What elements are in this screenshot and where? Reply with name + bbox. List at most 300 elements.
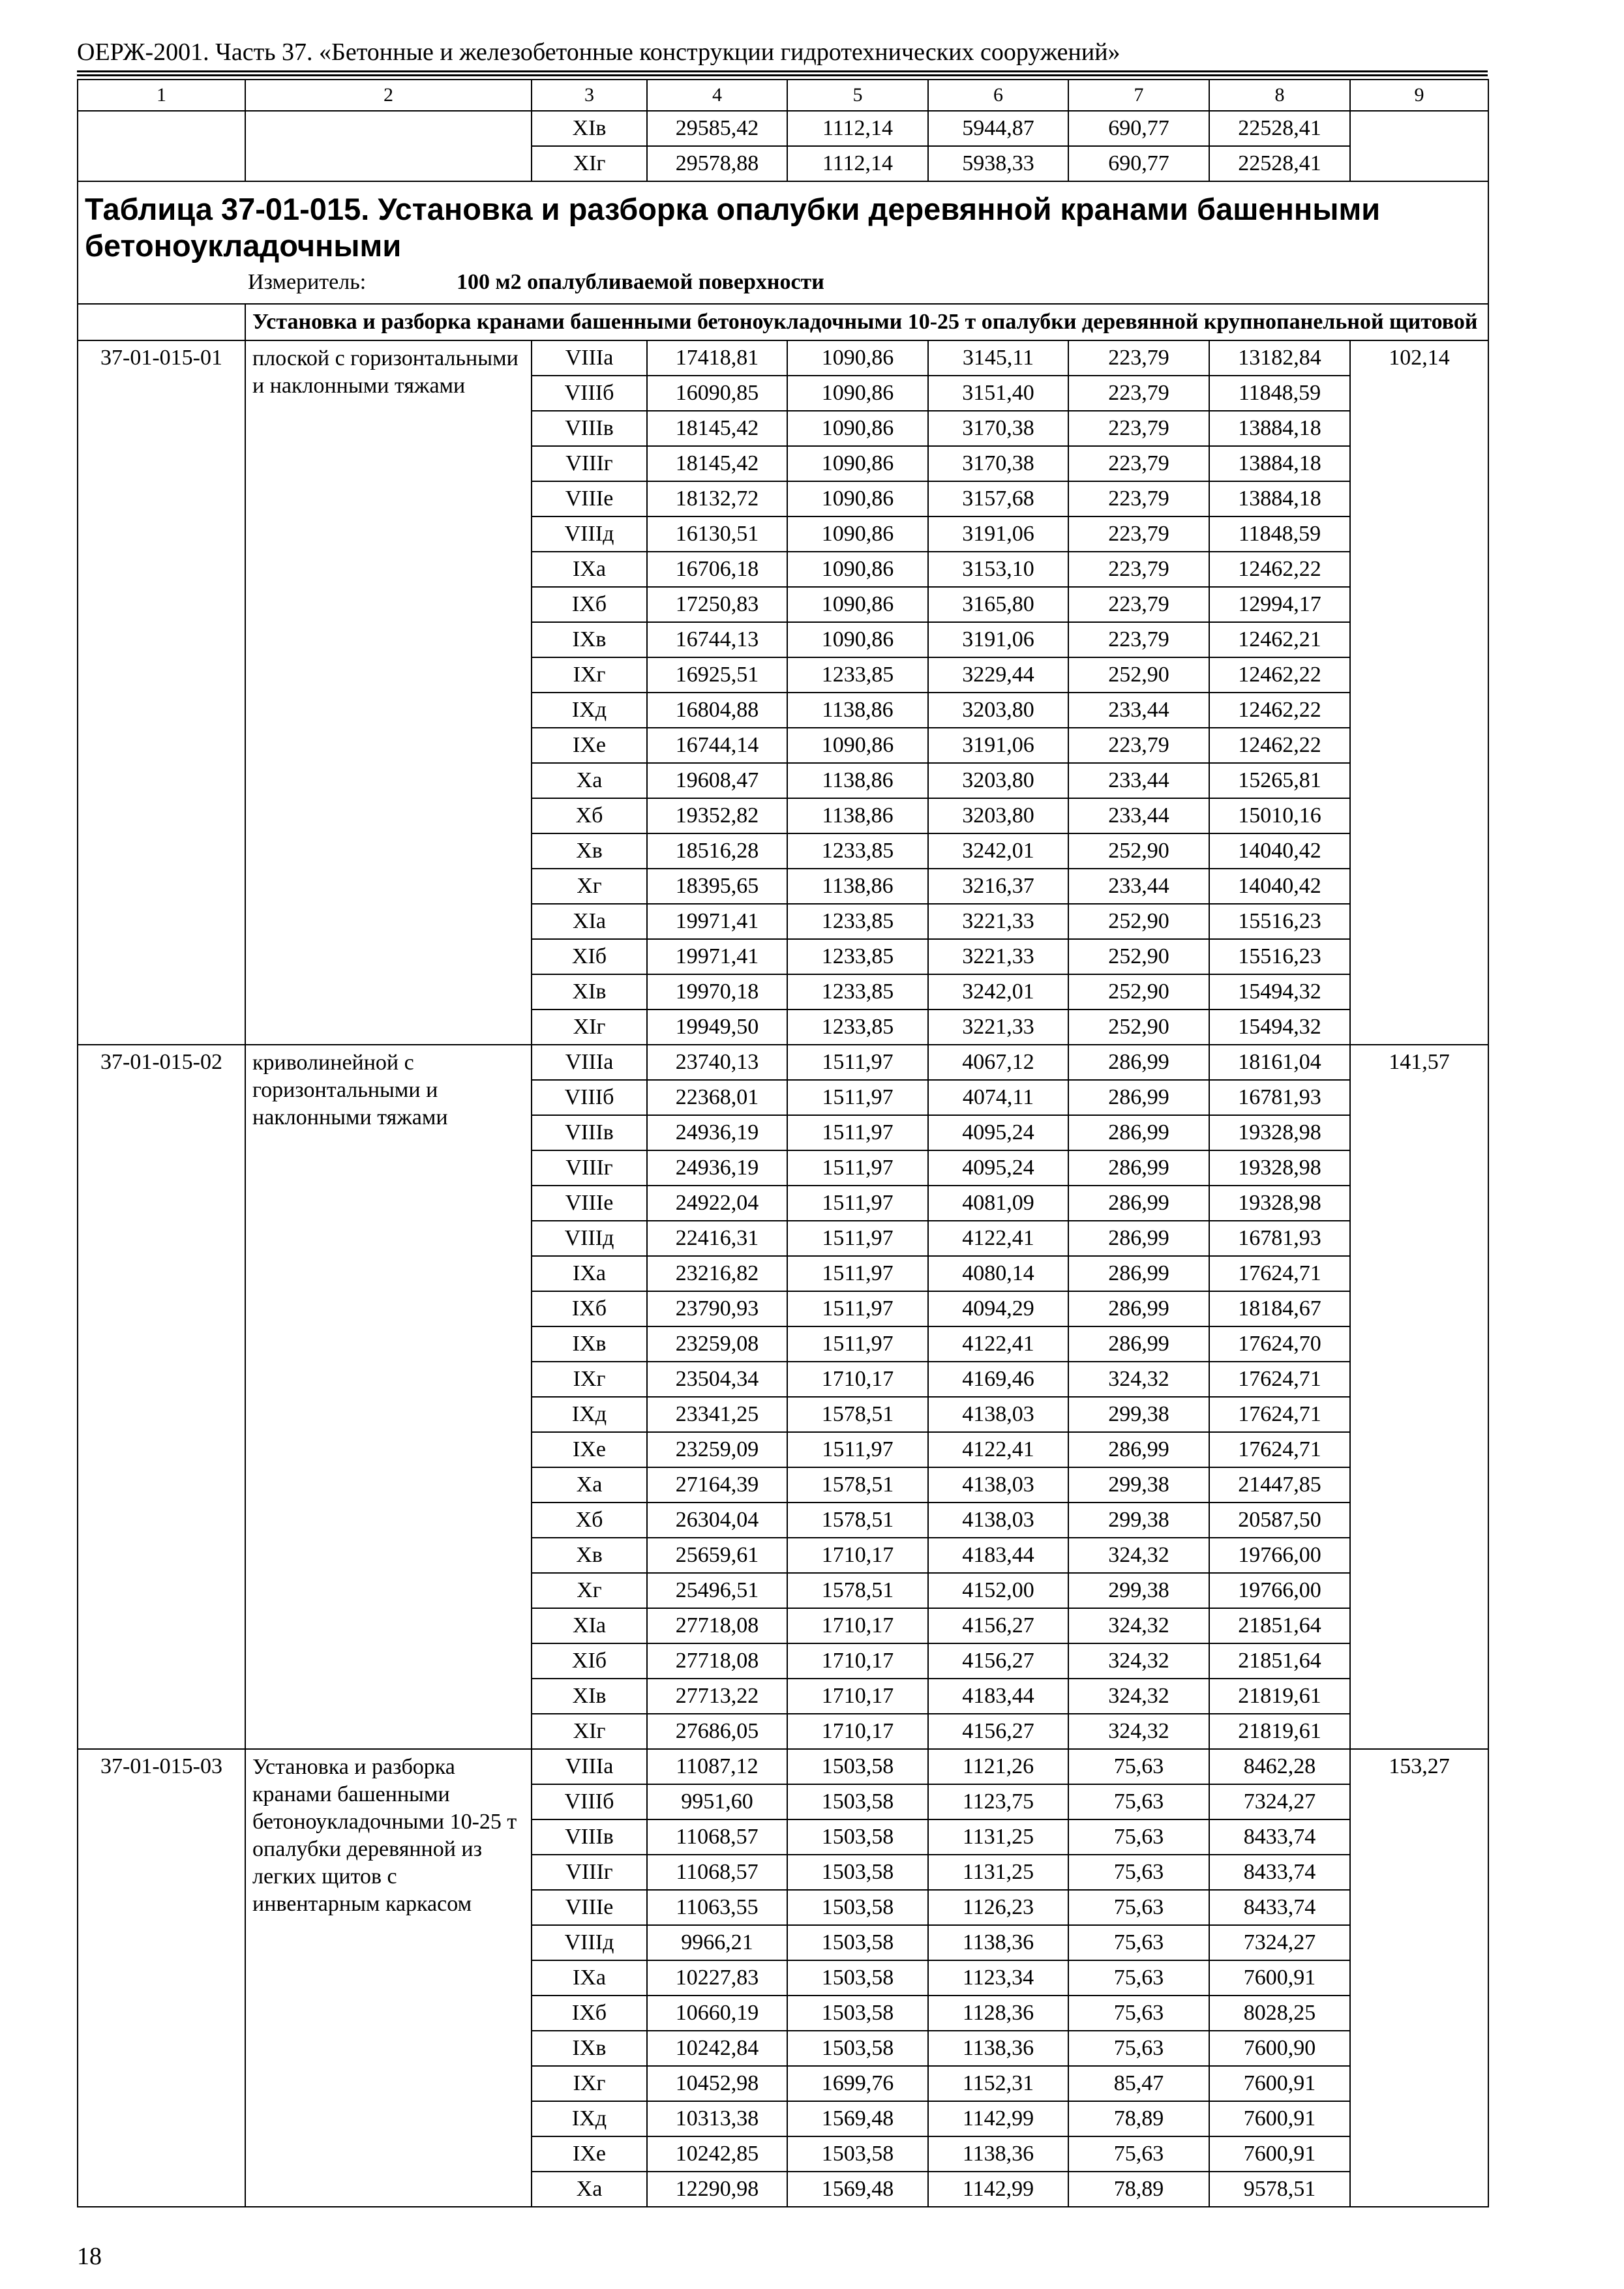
machinist-wages: 75,63 xyxy=(1068,1855,1209,1890)
machinist-wages: 75,63 xyxy=(1068,1784,1209,1819)
machine-costs: 3153,10 xyxy=(928,552,1068,587)
material-costs: 7324,27 xyxy=(1209,1925,1350,1960)
direct-costs: 16706,18 xyxy=(647,552,787,587)
direct-costs: 19970,18 xyxy=(647,974,787,1010)
row-number: IXг xyxy=(532,657,647,693)
direct-costs: 18145,42 xyxy=(647,411,787,446)
machinist-wages: 690,77 xyxy=(1068,146,1209,181)
material-costs: 7600,91 xyxy=(1209,2136,1350,2172)
machine-costs: 1121,26 xyxy=(928,1749,1068,1784)
direct-costs: 16130,51 xyxy=(647,516,787,552)
row-number: IXв xyxy=(532,2031,647,2066)
row-number: IXд xyxy=(532,693,647,728)
row-number: VIIIд xyxy=(532,1221,647,1256)
material-costs: 15494,32 xyxy=(1209,1010,1350,1045)
machinist-wages: 286,99 xyxy=(1068,1291,1209,1326)
machinist-wages: 233,44 xyxy=(1068,869,1209,904)
column-number: 6 xyxy=(928,80,1068,111)
row-number: Xa xyxy=(532,2172,647,2207)
machinist-wages: 286,99 xyxy=(1068,1080,1209,1115)
worker-wages: 1138,86 xyxy=(787,693,928,728)
table-title-row xyxy=(78,181,1488,304)
row-number: IXe xyxy=(532,728,647,763)
row-number: XIб xyxy=(532,939,647,974)
header-rule-second xyxy=(77,74,1488,76)
material-costs: 7324,27 xyxy=(1209,1784,1350,1819)
machinist-wages: 286,99 xyxy=(1068,1432,1209,1467)
machine-costs: 4067,12 xyxy=(928,1045,1068,1080)
worker-wages: 1233,85 xyxy=(787,657,928,693)
machinist-wages: 75,63 xyxy=(1068,1890,1209,1925)
row-number: XIг xyxy=(532,1010,647,1045)
direct-costs: 25496,51 xyxy=(647,1573,787,1608)
worker-wages: 1578,51 xyxy=(787,1503,928,1538)
machine-costs: 4183,44 xyxy=(928,1679,1068,1714)
material-costs: 12462,22 xyxy=(1209,693,1350,728)
machine-costs: 4156,27 xyxy=(928,1643,1068,1679)
row-number: VIIIв xyxy=(532,1819,647,1855)
machinist-wages: 75,63 xyxy=(1068,1819,1209,1855)
row-number: Xв xyxy=(532,833,647,869)
machinist-wages: 223,79 xyxy=(1068,552,1209,587)
row-number: XIa xyxy=(532,904,647,939)
carryover-labor-cell xyxy=(1350,111,1488,181)
machine-costs: 4152,00 xyxy=(928,1573,1068,1608)
machine-costs: 4080,14 xyxy=(928,1256,1068,1291)
row-number: VIIIг xyxy=(532,446,647,481)
machine-costs: 3229,44 xyxy=(928,657,1068,693)
machinist-wages: 85,47 xyxy=(1068,2066,1209,2101)
material-costs: 15010,16 xyxy=(1209,798,1350,833)
direct-costs: 9966,21 xyxy=(647,1925,787,1960)
machinist-wages: 286,99 xyxy=(1068,1221,1209,1256)
direct-costs: 18516,28 xyxy=(647,833,787,869)
worker-wages: 1112,14 xyxy=(787,146,928,181)
worker-wages: 1511,97 xyxy=(787,1432,928,1467)
machine-costs: 1142,99 xyxy=(928,2101,1068,2136)
machine-costs: 3151,40 xyxy=(928,376,1068,411)
material-costs: 12462,22 xyxy=(1209,728,1350,763)
worker-wages: 1503,58 xyxy=(787,1996,928,2031)
row-number: VIIIб xyxy=(532,376,647,411)
table-title: Таблица 37-01-015. Установка и разборка опалубки деревянной кранами башенными бетоноукладочными xyxy=(85,192,1381,263)
row-number: XIг xyxy=(532,146,647,181)
material-costs: 7600,91 xyxy=(1209,2101,1350,2136)
row-number: VIIIд xyxy=(532,1925,647,1960)
direct-costs: 16090,85 xyxy=(647,376,787,411)
material-costs: 15516,23 xyxy=(1209,904,1350,939)
machine-costs: 5938,33 xyxy=(928,146,1068,181)
machine-costs: 1123,34 xyxy=(928,1960,1068,1996)
worker-wages: 1503,58 xyxy=(787,1925,928,1960)
machine-costs: 3203,80 xyxy=(928,763,1068,798)
carryover-desc-cell xyxy=(245,111,532,181)
row-number: IXв xyxy=(532,1326,647,1362)
row-number: XIв xyxy=(532,1679,647,1714)
material-costs: 13884,18 xyxy=(1209,446,1350,481)
direct-costs: 17250,83 xyxy=(647,587,787,622)
machine-costs: 4183,44 xyxy=(928,1538,1068,1573)
machine-costs: 3221,33 xyxy=(928,939,1068,974)
machinist-wages: 286,99 xyxy=(1068,1186,1209,1221)
material-costs: 20587,50 xyxy=(1209,1503,1350,1538)
machinist-wages: 75,63 xyxy=(1068,1749,1209,1784)
material-costs: 17624,70 xyxy=(1209,1326,1350,1362)
document-header: ОЕРЖ-2001. Часть 37. «Бетонные и железобетонные конструкции гидротехнических сооружений» xyxy=(77,38,1120,66)
rate-code: 37-01-015-02 xyxy=(78,1045,245,1749)
row-number: VIIIб xyxy=(532,1080,647,1115)
machinist-wages: 223,79 xyxy=(1068,481,1209,516)
material-costs: 11848,59 xyxy=(1209,376,1350,411)
machinist-wages: 75,63 xyxy=(1068,2031,1209,2066)
material-costs: 12462,22 xyxy=(1209,657,1350,693)
material-costs: 21819,61 xyxy=(1209,1679,1350,1714)
worker-wages: 1112,14 xyxy=(787,111,928,146)
machinist-wages: 78,89 xyxy=(1068,2172,1209,2207)
direct-costs: 23259,08 xyxy=(647,1326,787,1362)
machine-costs: 3157,68 xyxy=(928,481,1068,516)
machine-costs: 3242,01 xyxy=(928,974,1068,1010)
row-number: Xa xyxy=(532,763,647,798)
machine-costs: 4081,09 xyxy=(928,1186,1068,1221)
section-heading-row xyxy=(78,304,1488,340)
row-number: VIIIa xyxy=(532,1045,647,1080)
material-costs: 22528,41 xyxy=(1209,146,1350,181)
machine-costs: 4138,03 xyxy=(928,1503,1068,1538)
row-number: XIв xyxy=(532,974,647,1010)
material-costs: 13182,84 xyxy=(1209,340,1350,376)
worker-wages: 1569,48 xyxy=(787,2172,928,2207)
material-costs: 16781,93 xyxy=(1209,1221,1350,1256)
worker-wages: 1503,58 xyxy=(787,1960,928,1996)
machine-costs: 1138,36 xyxy=(928,2031,1068,2066)
machinist-wages: 252,90 xyxy=(1068,904,1209,939)
labor-cost: 141,57 xyxy=(1350,1045,1488,1749)
machine-costs: 1126,23 xyxy=(928,1890,1068,1925)
row-number: IXa xyxy=(532,1256,647,1291)
worker-wages: 1503,58 xyxy=(787,1855,928,1890)
rate-code: 37-01-015-03 xyxy=(78,1749,245,2207)
machine-costs: 1152,31 xyxy=(928,2066,1068,2101)
carryover-row xyxy=(78,111,1488,146)
measure-label: Измеритель: xyxy=(248,270,367,294)
worker-wages: 1699,76 xyxy=(787,2066,928,2101)
machinist-wages: 299,38 xyxy=(1068,1503,1209,1538)
row-number: XIa xyxy=(532,1608,647,1643)
material-costs: 22528,41 xyxy=(1209,111,1350,146)
machinist-wages: 299,38 xyxy=(1068,1397,1209,1432)
price-table xyxy=(77,79,1489,2207)
row-number: IXa xyxy=(532,552,647,587)
direct-costs: 24936,19 xyxy=(647,1115,787,1150)
worker-wages: 1503,58 xyxy=(787,1749,928,1784)
worker-wages: 1090,86 xyxy=(787,516,928,552)
row-number: VIIIб xyxy=(532,1784,647,1819)
direct-costs: 10242,84 xyxy=(647,2031,787,2066)
worker-wages: 1511,97 xyxy=(787,1326,928,1362)
material-costs: 12462,21 xyxy=(1209,622,1350,657)
material-costs: 13884,18 xyxy=(1209,481,1350,516)
column-number: 7 xyxy=(1068,80,1209,111)
direct-costs: 16744,13 xyxy=(647,622,787,657)
direct-costs: 23740,13 xyxy=(647,1045,787,1080)
rate-description: плоской с горизонтальными и наклонными тяжами xyxy=(245,340,532,1045)
direct-costs: 27718,08 xyxy=(647,1608,787,1643)
row-number: VIIIe xyxy=(532,481,647,516)
machinist-wages: 78,89 xyxy=(1068,2101,1209,2136)
material-costs: 19328,98 xyxy=(1209,1150,1350,1186)
machinist-wages: 75,63 xyxy=(1068,1960,1209,1996)
price-table-body xyxy=(78,80,1488,2207)
row-number: VIIIa xyxy=(532,1749,647,1784)
direct-costs: 16744,14 xyxy=(647,728,787,763)
worker-wages: 1233,85 xyxy=(787,974,928,1010)
machinist-wages: 286,99 xyxy=(1068,1115,1209,1150)
worker-wages: 1138,86 xyxy=(787,798,928,833)
material-costs: 15494,32 xyxy=(1209,974,1350,1010)
machinist-wages: 324,32 xyxy=(1068,1679,1209,1714)
direct-costs: 23259,09 xyxy=(647,1432,787,1467)
labor-cost: 102,14 xyxy=(1350,340,1488,1045)
row-number: VIIIe xyxy=(532,1186,647,1221)
material-costs: 12994,17 xyxy=(1209,587,1350,622)
machine-costs: 4138,03 xyxy=(928,1467,1068,1503)
rate-code: 37-01-015-01 xyxy=(78,340,245,1045)
row-number: IXд xyxy=(532,1397,647,1432)
machine-costs: 1138,36 xyxy=(928,1925,1068,1960)
machine-costs: 4094,29 xyxy=(928,1291,1068,1326)
machinist-wages: 223,79 xyxy=(1068,411,1209,446)
machine-costs: 3170,38 xyxy=(928,446,1068,481)
material-costs: 19766,00 xyxy=(1209,1538,1350,1573)
row-number: XIг xyxy=(532,1714,647,1749)
material-costs: 18184,67 xyxy=(1209,1291,1350,1326)
row-number: IXг xyxy=(532,1362,647,1397)
direct-costs: 16925,51 xyxy=(647,657,787,693)
worker-wages: 1090,86 xyxy=(787,411,928,446)
machinist-wages: 324,32 xyxy=(1068,1538,1209,1573)
row-number: VIIIe xyxy=(532,1890,647,1925)
machine-costs: 1142,99 xyxy=(928,2172,1068,2207)
worker-wages: 1511,97 xyxy=(787,1080,928,1115)
direct-costs: 23341,25 xyxy=(647,1397,787,1432)
row-number: Xг xyxy=(532,1573,647,1608)
worker-wages: 1503,58 xyxy=(787,2031,928,2066)
machine-costs: 3191,06 xyxy=(928,622,1068,657)
worker-wages: 1090,86 xyxy=(787,446,928,481)
row-number: IXб xyxy=(532,1291,647,1326)
material-costs: 8462,28 xyxy=(1209,1749,1350,1784)
page-number: 18 xyxy=(77,2243,102,2270)
column-number-row xyxy=(78,80,1488,111)
machinist-wages: 223,79 xyxy=(1068,340,1209,376)
direct-costs: 11063,55 xyxy=(647,1890,787,1925)
direct-costs: 24922,04 xyxy=(647,1186,787,1221)
worker-wages: 1569,48 xyxy=(787,2101,928,2136)
row-number: VIIIa xyxy=(532,340,647,376)
direct-costs: 27718,08 xyxy=(647,1643,787,1679)
worker-wages: 1503,58 xyxy=(787,1784,928,1819)
worker-wages: 1511,97 xyxy=(787,1221,928,1256)
column-number: 3 xyxy=(532,80,647,111)
row-number: Xб xyxy=(532,798,647,833)
machinist-wages: 286,99 xyxy=(1068,1326,1209,1362)
direct-costs: 19608,47 xyxy=(647,763,787,798)
row-number: VIIIг xyxy=(532,1855,647,1890)
row-number: Xб xyxy=(532,1503,647,1538)
machinist-wages: 223,79 xyxy=(1068,728,1209,763)
worker-wages: 1710,17 xyxy=(787,1362,928,1397)
direct-costs: 27164,39 xyxy=(647,1467,787,1503)
machinist-wages: 299,38 xyxy=(1068,1573,1209,1608)
row-number: IXб xyxy=(532,1996,647,2031)
machine-costs: 1128,36 xyxy=(928,1996,1068,2031)
header-rule xyxy=(77,70,1488,72)
column-number: 9 xyxy=(1350,80,1488,111)
worker-wages: 1710,17 xyxy=(787,1538,928,1573)
row-number: IXг xyxy=(532,2066,647,2101)
machinist-wages: 223,79 xyxy=(1068,587,1209,622)
worker-wages: 1503,58 xyxy=(787,1890,928,1925)
worker-wages: 1710,17 xyxy=(787,1608,928,1643)
direct-costs: 26304,04 xyxy=(647,1503,787,1538)
direct-costs: 11068,57 xyxy=(647,1819,787,1855)
worker-wages: 1511,97 xyxy=(787,1115,928,1150)
worker-wages: 1138,86 xyxy=(787,869,928,904)
table-title-cell xyxy=(78,181,1488,304)
material-costs: 15516,23 xyxy=(1209,939,1350,974)
direct-costs: 23504,34 xyxy=(647,1362,787,1397)
measure-row xyxy=(85,269,1481,295)
machine-costs: 3221,33 xyxy=(928,1010,1068,1045)
row-number: XIв xyxy=(532,111,647,146)
direct-costs: 12290,98 xyxy=(647,2172,787,2207)
row-number: Xa xyxy=(532,1467,647,1503)
direct-costs: 29585,42 xyxy=(647,111,787,146)
material-costs: 12462,22 xyxy=(1209,552,1350,587)
direct-costs: 22416,31 xyxy=(647,1221,787,1256)
machinist-wages: 324,32 xyxy=(1068,1362,1209,1397)
machine-costs: 3191,06 xyxy=(928,516,1068,552)
worker-wages: 1511,97 xyxy=(787,1045,928,1080)
direct-costs: 10660,19 xyxy=(647,1996,787,2031)
material-costs: 8028,25 xyxy=(1209,1996,1350,2031)
machine-costs: 3221,33 xyxy=(928,904,1068,939)
material-costs: 16781,93 xyxy=(1209,1080,1350,1115)
table-row xyxy=(78,340,1488,376)
material-costs: 17624,71 xyxy=(1209,1362,1350,1397)
machine-costs: 4095,24 xyxy=(928,1150,1068,1186)
table-row xyxy=(78,1045,1488,1080)
worker-wages: 1710,17 xyxy=(787,1679,928,1714)
material-costs: 8433,74 xyxy=(1209,1890,1350,1925)
direct-costs: 22368,01 xyxy=(647,1080,787,1115)
direct-costs: 11087,12 xyxy=(647,1749,787,1784)
row-number: IXд xyxy=(532,2101,647,2136)
machinist-wages: 233,44 xyxy=(1068,763,1209,798)
direct-costs: 10452,98 xyxy=(647,2066,787,2101)
machinist-wages: 286,99 xyxy=(1068,1150,1209,1186)
machine-costs: 4122,41 xyxy=(928,1221,1068,1256)
machine-costs: 4156,27 xyxy=(928,1714,1068,1749)
machine-costs: 3242,01 xyxy=(928,833,1068,869)
worker-wages: 1090,86 xyxy=(787,587,928,622)
worker-wages: 1090,86 xyxy=(787,481,928,516)
worker-wages: 1503,58 xyxy=(787,1819,928,1855)
machine-costs: 3203,80 xyxy=(928,693,1068,728)
machine-costs: 4122,41 xyxy=(928,1326,1068,1362)
worker-wages: 1138,86 xyxy=(787,763,928,798)
material-costs: 7600,91 xyxy=(1209,2066,1350,2101)
section-blank-cell xyxy=(78,304,245,340)
row-number: IXв xyxy=(532,622,647,657)
rate-description: Установка и разборка кранами башенными бетоноукладочными 10-25 т опалубки деревянной из легких щитов с инвентарным каркасом xyxy=(245,1749,532,2207)
material-costs: 17624,71 xyxy=(1209,1432,1350,1467)
material-costs: 21447,85 xyxy=(1209,1467,1350,1503)
table-row xyxy=(78,1749,1488,1784)
machinist-wages: 233,44 xyxy=(1068,798,1209,833)
direct-costs: 27686,05 xyxy=(647,1714,787,1749)
machine-costs: 3191,06 xyxy=(928,728,1068,763)
direct-costs: 17418,81 xyxy=(647,340,787,376)
material-costs: 17624,71 xyxy=(1209,1397,1350,1432)
row-number: IXa xyxy=(532,1960,647,1996)
direct-costs: 10227,83 xyxy=(647,1960,787,1996)
machinist-wages: 324,32 xyxy=(1068,1643,1209,1679)
machine-costs: 3216,37 xyxy=(928,869,1068,904)
worker-wages: 1090,86 xyxy=(787,552,928,587)
machine-costs: 1131,25 xyxy=(928,1855,1068,1890)
machinist-wages: 223,79 xyxy=(1068,622,1209,657)
direct-costs: 10242,85 xyxy=(647,2136,787,2172)
worker-wages: 1233,85 xyxy=(787,904,928,939)
row-number: Xв xyxy=(532,1538,647,1573)
column-number: 1 xyxy=(78,80,245,111)
material-costs: 15265,81 xyxy=(1209,763,1350,798)
column-number: 4 xyxy=(647,80,787,111)
machine-costs: 3165,80 xyxy=(928,587,1068,622)
material-costs: 19328,98 xyxy=(1209,1186,1350,1221)
column-number: 2 xyxy=(245,80,532,111)
machinist-wages: 223,79 xyxy=(1068,376,1209,411)
machine-costs: 4156,27 xyxy=(928,1608,1068,1643)
section-heading: Установка и разборка кранами башенными бетоноукладочными 10-25 т опалубки деревянной крупнопанельной щитовой xyxy=(245,304,1488,340)
machinist-wages: 286,99 xyxy=(1068,1045,1209,1080)
material-costs: 14040,42 xyxy=(1209,833,1350,869)
material-costs: 21851,64 xyxy=(1209,1643,1350,1679)
carryover-code-cell xyxy=(78,111,245,181)
machinist-wages: 690,77 xyxy=(1068,111,1209,146)
direct-costs: 19352,82 xyxy=(647,798,787,833)
machinist-wages: 75,63 xyxy=(1068,2136,1209,2172)
material-costs: 11848,59 xyxy=(1209,516,1350,552)
machine-costs: 5944,87 xyxy=(928,111,1068,146)
material-costs: 8433,74 xyxy=(1209,1855,1350,1890)
machine-costs: 3203,80 xyxy=(928,798,1068,833)
machinist-wages: 233,44 xyxy=(1068,693,1209,728)
machinist-wages: 299,38 xyxy=(1068,1467,1209,1503)
material-costs: 8433,74 xyxy=(1209,1819,1350,1855)
row-number: IXe xyxy=(532,2136,647,2172)
machine-costs: 3145,11 xyxy=(928,340,1068,376)
material-costs: 9578,51 xyxy=(1209,2172,1350,2207)
material-costs: 14040,42 xyxy=(1209,869,1350,904)
worker-wages: 1511,97 xyxy=(787,1186,928,1221)
direct-costs: 29578,88 xyxy=(647,146,787,181)
machinist-wages: 286,99 xyxy=(1068,1256,1209,1291)
direct-costs: 11068,57 xyxy=(647,1855,787,1890)
material-costs: 19766,00 xyxy=(1209,1573,1350,1608)
